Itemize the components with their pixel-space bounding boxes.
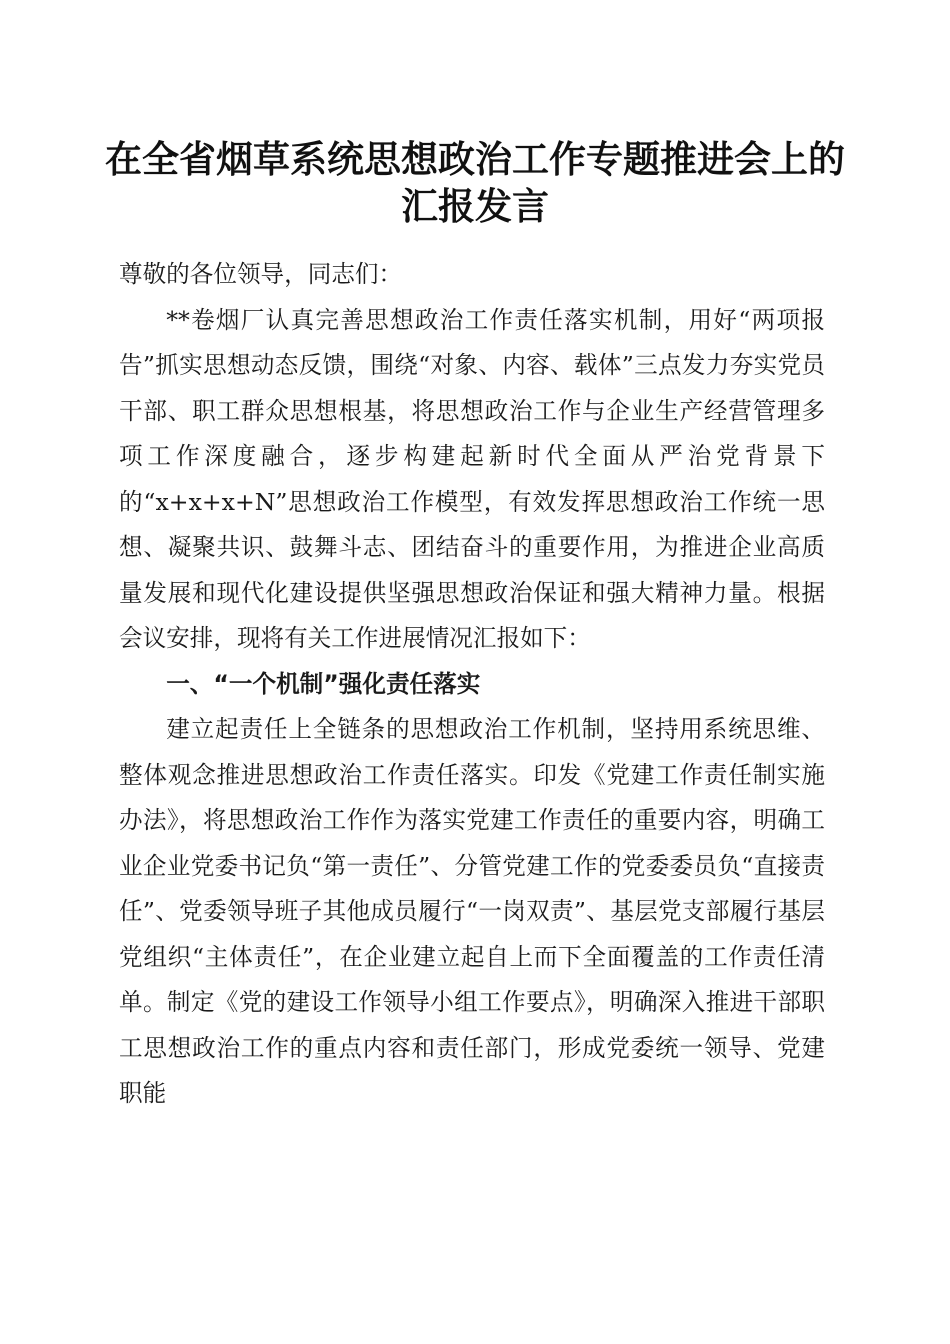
section-1-heading: 一、“一个机制”强化责任落实 bbox=[166, 669, 481, 698]
document-title-line-1: 在全省烟草系统思想政治工作专题推进会上的 bbox=[105, 137, 845, 181]
document-body bbox=[119, 252, 825, 1117]
salutation: 尊敬的各位领导，同志们： bbox=[119, 260, 403, 288]
intro-paragraph: **卷烟厂认真完善思想政治工作责任落实机制，用好“两项报告”抓实思想动态反馈，围绕“对象、内容、载体”三点发力夯实党员干部、职工群众思想根基，将思想政治工作与企业生产经营管理多项工作深度融合，逐步构建起新时代全面从严治党背景下的“x+x+x+N”思想政治工作模型，有效发挥思想政治工作统一思想、凝聚共识、鼓舞斗志、团结奋斗的重要作用，为推进企业高质量发展和现代化建设提供坚强思想政治保证和强大精神力量。根据会议安排，现将有关工作进展情况汇报如下： bbox=[119, 305, 825, 652]
section-1-paragraph: 建立起责任上全链条的思想政治工作机制，坚持用系统思维、整体观念推进思想政治工作责任落实。印发《党建工作责任制实施办法》，将思想政治工作作为落实党建工作责任的重要内容，明确工业企业党委书记负“第一责任”、分管党建工作的党委委员负“直接责任”、党委领导班子其他成员履行“一岗双责”、基层党支部履行基层党组织“主体责任”，在企业建立起自上而下全面覆盖的工作责任清单。制定《党的建设工作领导小组工作要点》，明确深入推进干部职工思想政治工作的重点内容和责任部门，形成党委统一领导、党建职能 bbox=[119, 715, 825, 1107]
document-title-line-2: 汇报发言 bbox=[401, 184, 549, 228]
